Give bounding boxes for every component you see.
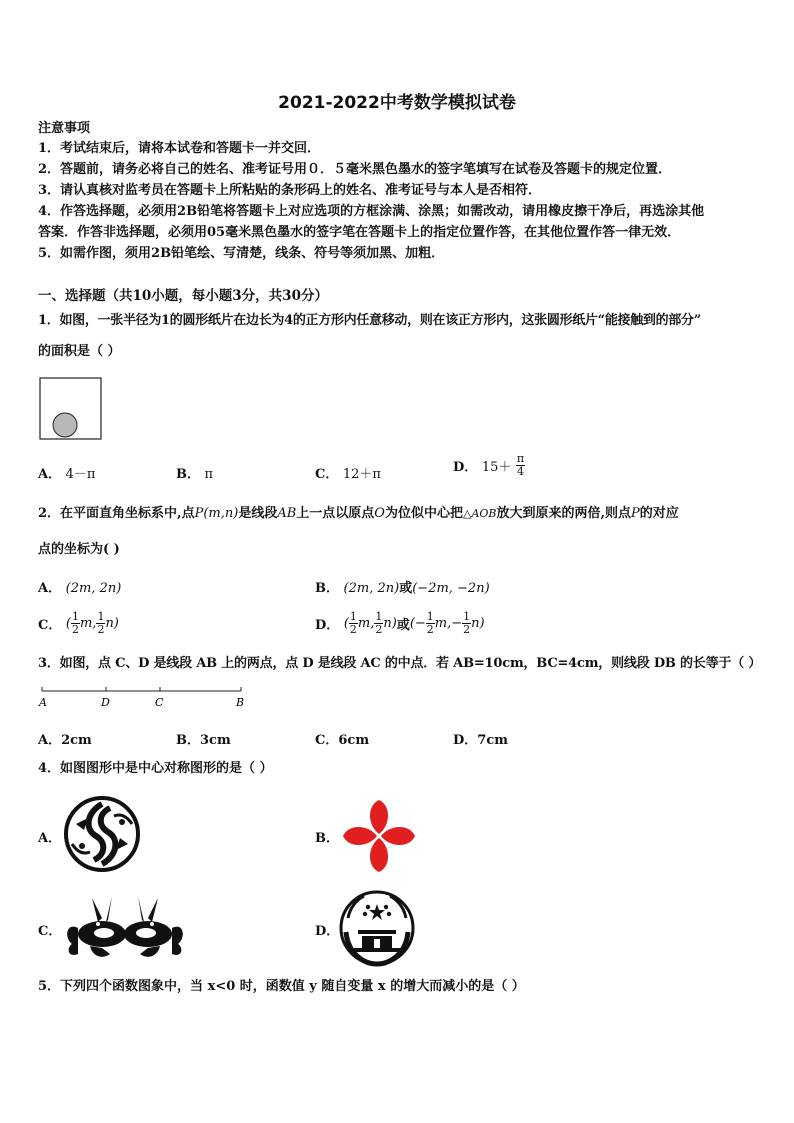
fraction-denominator: 2 xyxy=(97,623,105,636)
var-m: m, xyxy=(357,616,375,631)
var-m: m, xyxy=(434,616,452,631)
q3-option-d-value: 7cm xyxy=(477,733,508,748)
fraction-denominator: 2 xyxy=(349,623,357,636)
fraction-numerator: 1 xyxy=(463,610,471,623)
q2-origin: O xyxy=(374,506,385,521)
paren-neg: (− xyxy=(409,616,426,631)
q3-option-b-label: B． xyxy=(176,733,200,748)
q1-option-c-label: C． xyxy=(315,467,339,482)
fraction-numerator: 1 xyxy=(71,610,79,623)
q4-option-c-birds-image[interactable] xyxy=(62,888,188,966)
q2-option-c[interactable] xyxy=(38,611,119,636)
q2-segment: AB xyxy=(277,506,297,521)
fraction xyxy=(71,611,80,636)
q1-option-d[interactable] xyxy=(453,453,525,478)
q2-point-p: P xyxy=(631,506,640,521)
q4-option-a-emblem-image[interactable] xyxy=(62,794,142,874)
point-label-d: D xyxy=(101,696,110,709)
q2-option-d-or: 或 xyxy=(396,618,410,633)
q4-option-b-flower-image[interactable] xyxy=(338,796,420,876)
q3-option-c-label: C． xyxy=(315,733,339,748)
notice-item-4: 4．作答选择题，必须用2B铅笔将答题卡上对应选项的方框涂满、涂黑；如需改动，请用橡皮擦干净后，再选涂其他 xyxy=(38,204,705,219)
notice-item-2: 2．答题前，请务必将自己的姓名、准考证号用０．５毫米黑色墨水的签字笔填写在试卷及答题卡的规定位置． xyxy=(38,162,672,177)
q2-option-b-value1: (2m, 2n) xyxy=(343,581,400,596)
q2-option-b-label: B． xyxy=(315,581,339,596)
fraction-numerator: 1 xyxy=(349,610,357,623)
q2-point: P(m,n) xyxy=(194,506,239,521)
q1-option-c[interactable] xyxy=(315,463,381,482)
q2-option-b[interactable] xyxy=(315,577,490,596)
notice-item-3: 3．请认真核对监考员在答题卡上所粘贴的条形码上的姓名、准考证号与本人是否相符． xyxy=(38,183,542,198)
q2-text-part2: 是线段 xyxy=(238,506,278,521)
q1-square-figure xyxy=(38,376,104,442)
q2-text-part4: 为位似中心把 xyxy=(384,506,463,521)
q2-text-part6: 的对应 xyxy=(639,506,679,521)
fraction-numerator: π xyxy=(516,452,525,465)
var-n: n) xyxy=(105,616,119,631)
notice-item-5: 5．如需作图，须用2B铅笔绘、写清楚，线条、符号等须加黑、加粗． xyxy=(38,246,445,261)
q1-option-a[interactable] xyxy=(38,463,95,482)
q2-option-d-label: D． xyxy=(315,618,340,633)
minus-sign: − xyxy=(451,616,463,631)
q2-option-c-label: C． xyxy=(38,618,62,633)
q2-option-d[interactable] xyxy=(315,611,485,636)
q1-option-a-label: A． xyxy=(38,467,62,482)
fraction-numerator: 1 xyxy=(375,610,383,623)
q2-triangle: △AOB xyxy=(462,507,497,520)
fraction xyxy=(374,611,383,636)
notice-item-4-cont: 答案．作答非选择题，必须用05毫米黑色墨水的签字笔在答题卡上的指定位置作答，在其他位置作答一律无效． xyxy=(38,225,681,240)
q2-option-a-value: (2m, 2n) xyxy=(65,581,122,596)
q4-option-c-label[interactable]: C． xyxy=(38,924,62,939)
q2-text-line2: 点的坐标为( ) xyxy=(38,542,120,557)
q3-option-c-value: 6cm xyxy=(338,733,370,748)
q1-option-d-label: D． xyxy=(453,460,478,475)
page-title: 2021-2022中考数学模拟试卷 xyxy=(278,93,516,113)
fraction-denominator: 2 xyxy=(71,623,79,636)
q3-text: 3．如图，点 C、D 是线段 AB 上的两点，点 D 是线段 AC 的中点．若 AB=10cm，BC=4cm，则线段 DB 的长等于（ ） xyxy=(38,656,762,671)
fraction-denominator: 2 xyxy=(426,623,434,636)
section-heading: 一、选择题（共10小题，每小题3分，共30分） xyxy=(38,288,328,304)
q2-text-line1 xyxy=(38,505,679,523)
q3-option-d-label: D． xyxy=(453,733,478,748)
q2-text-part5: 放大到原来的两倍,则点 xyxy=(496,506,632,521)
q4-option-b-label[interactable]: B． xyxy=(315,831,339,846)
q2-option-a-label: A． xyxy=(38,581,62,596)
q3-option-b-value: 3cm xyxy=(200,733,231,748)
point-label-c: C xyxy=(155,696,164,709)
point-label-b: B xyxy=(236,696,245,709)
q2-option-b-or: 或 xyxy=(399,581,413,596)
notice-item-1: 1．考试结束后，请将本试卷和答题卡一并交回． xyxy=(38,141,321,156)
point-label-a: A xyxy=(39,696,47,709)
q2-text-part3: 上一点以原点 xyxy=(296,506,375,521)
fraction-numerator: 1 xyxy=(97,610,105,623)
fraction-denominator: 2 xyxy=(463,623,471,636)
fraction xyxy=(462,611,471,636)
q3-option-a-label: A． xyxy=(38,733,62,748)
q1-option-b-label: B． xyxy=(176,467,200,482)
fraction-denominator: 2 xyxy=(375,623,383,636)
var-m: m, xyxy=(79,616,97,631)
notice-heading: 注意事项 xyxy=(38,121,91,136)
q4-option-d-label[interactable]: D． xyxy=(315,924,340,939)
q3-option-b[interactable] xyxy=(176,729,231,748)
fraction xyxy=(349,611,358,636)
q4-option-d-national-emblem-image[interactable] xyxy=(338,888,416,968)
q4-text: 4．如图图形中是中心对称图形的是（ ） xyxy=(38,761,273,776)
q1-option-a-value: 4－π xyxy=(65,467,96,482)
q3-option-d[interactable] xyxy=(453,729,508,748)
q1-option-c-value: 12＋π xyxy=(342,467,381,482)
q3-segment-figure xyxy=(36,683,248,709)
q3-option-a-value: 2cm xyxy=(61,733,92,748)
q1-text-line2: 的面积是（ ） xyxy=(38,344,121,359)
circle-paper xyxy=(53,413,77,437)
var-n: n) xyxy=(383,616,397,631)
q4-option-a-label[interactable]: A． xyxy=(38,831,62,846)
q1-option-b-value: π xyxy=(204,467,214,482)
q3-option-a[interactable] xyxy=(38,729,92,748)
paren: ( xyxy=(65,616,71,631)
q5-text: 5．下列四个函数图象中，当 x<0 时，函数值 y 随自变量 x 的增大而减小的是（ ） xyxy=(38,979,525,994)
fraction-denominator: 4 xyxy=(517,465,524,478)
q1-option-d-fraction xyxy=(516,453,525,478)
fraction xyxy=(426,611,435,636)
q1-option-b[interactable] xyxy=(176,463,213,482)
var-n: n) xyxy=(471,616,485,631)
q1-text-line1: 1．如图，一张半径为1的圆形纸片在边长为4的正方形内任意移动，则在该正方形内，这张圆形纸片“能接触到的部分” xyxy=(38,313,701,328)
q2-option-b-value2: (−2m, −2n) xyxy=(412,581,490,596)
q1-option-d-prefix: 15＋ xyxy=(481,460,512,475)
q3-option-c[interactable] xyxy=(315,729,369,748)
q2-text-part1: 2．在平面直角坐标系中,点 xyxy=(38,506,195,521)
paren: ( xyxy=(343,616,349,631)
fraction-numerator: 1 xyxy=(426,610,434,623)
q2-option-a[interactable] xyxy=(38,577,121,596)
